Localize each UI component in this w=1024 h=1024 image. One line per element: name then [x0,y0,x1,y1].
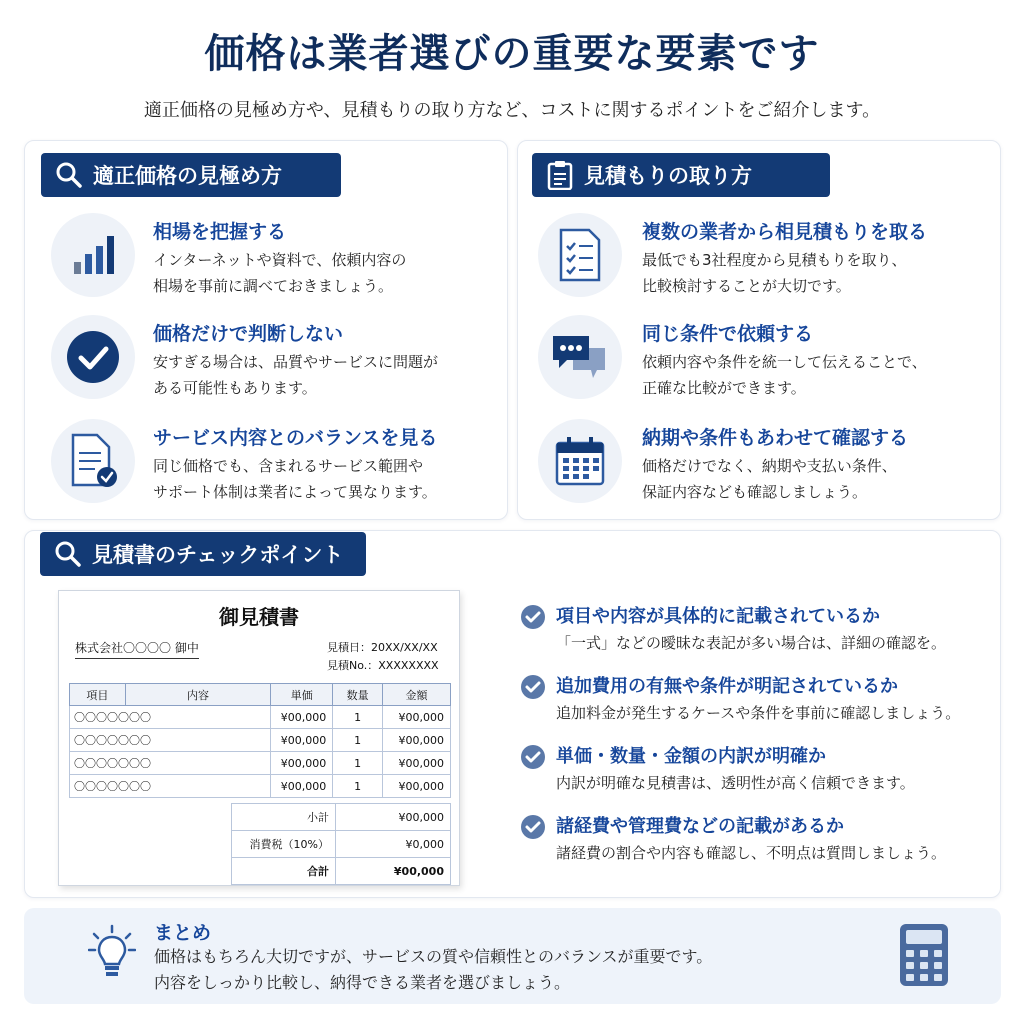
cell-price: ¥00,000 [271,729,333,752]
item-title: 納期や条件もあわせて確認する [642,427,909,449]
checkpoint-title: 項目や内容が具体的に記載されているか [556,606,880,627]
section-heading-checkpoints [40,532,366,576]
column-header: 数量 [333,684,383,706]
cell-item: 〇〇〇〇〇〇〇 [70,706,271,729]
tax-label: 消費税（10%） [232,831,336,858]
table-row [70,752,451,775]
item-desc-line: サポート体制は業者によって異なります。 [153,483,437,501]
estimate-date: 見積日：20XX/XX/XX [327,641,438,654]
cell-amount: ¥00,000 [383,706,451,729]
item-desc-line: 最低でも3社程度から見積もりを取り、 [642,251,907,269]
checkpoint-desc: 諸経費の割合や内容も確認し、不明点は質問しましょう。 [556,844,947,862]
subtotal-row [232,804,451,831]
item-desc-line: インターネットや資料で、依頼内容の [153,251,407,269]
item-title: サービス内容とのバランスを見る [153,427,438,449]
chat-bubbles-icon [538,315,622,399]
check-circle-icon [520,814,546,840]
cell-price: ¥00,000 [271,752,333,775]
item-desc-line: 保証内容なども確認しましょう。 [642,483,868,501]
estimate-document [58,590,460,886]
lightbulb-icon [88,924,136,984]
clipboard-icon [546,160,574,190]
check-circle-icon [520,674,546,700]
subtotal-label: 小計 [232,804,336,831]
column-header: 内容 [125,684,270,706]
item-desc-line: 相場を事前に調べておきましょう。 [153,277,394,295]
column-header: 金額 [383,684,451,706]
document-check-icon [51,419,135,503]
tax-value: ¥0,000 [336,831,451,858]
search-icon [55,161,83,189]
total-label: 合計 [232,858,336,885]
cell-qty: 1 [333,706,383,729]
page-title: 価格は業者選びの重要な要素です [204,31,820,77]
card-quotation-method [517,140,1001,520]
summary-title: まとめ [154,922,212,944]
table-row [70,706,451,729]
checkpoint-title: 諸経費や管理費などの記載があるか [556,816,844,837]
cell-item: 〇〇〇〇〇〇〇 [70,729,271,752]
estimate-title: 御見積書 [219,605,299,629]
item-desc-line: 価格だけでなく、納期や支払い条件、 [642,457,897,475]
item-desc-line: ある可能性もあります。 [153,379,317,397]
item-title: 複数の業者から相見積もりを取る [642,221,928,243]
cell-amount: ¥00,000 [383,775,451,798]
estimate-summary-table [231,803,451,885]
tax-row [232,831,451,858]
item-title: 同じ条件で依頼する [642,323,814,345]
item-title: 相場を把握する [153,221,287,243]
bar-chart-icon [51,213,135,297]
checklist-icon [538,213,622,297]
section-heading-price [41,153,341,197]
check-circle-icon [520,744,546,770]
page-subtitle: 適正価格の見極め方や、見積もりの取り方など、コストに関するポイントをご紹介します。 [143,100,881,121]
summary-box [24,908,1001,1004]
cell-item: 〇〇〇〇〇〇〇 [70,752,271,775]
checkpoint-desc: 「一式」などの曖昧な表記が多い場合は、詳細の確認を。 [556,634,947,652]
section-heading-label: 適正価格の見極め方 [93,164,282,188]
subtotal-value: ¥00,000 [336,804,451,831]
checkpoint-title: 追加費用の有無や条件が明記されているか [556,676,898,697]
section-heading-label: 見積もりの取り方 [584,164,752,188]
section-heading-quote [532,153,830,197]
checkmark-circle-icon [51,315,135,399]
cell-qty: 1 [333,775,383,798]
checkpoint-title: 単価・数量・金額の内訳が明確か [556,746,826,767]
summary-line: 価格はもちろん大切ですが、サービスの質や信頼性とのバランスが重要です。 [154,947,713,966]
item-desc-line: 正確な比較ができます。 [642,379,806,397]
column-header: 項目 [70,684,126,706]
item-desc-line: 安すぎる場合は、品質やサービスに問題が [153,353,439,371]
cell-price: ¥00,000 [271,706,333,729]
estimate-number: 見積No.：XXXXXXXX [327,659,439,672]
total-value: ¥00,000 [336,858,451,885]
table-row [70,729,451,752]
cell-item: 〇〇〇〇〇〇〇 [70,775,271,798]
card-price-evaluation [24,140,508,520]
check-circle-icon [520,604,546,630]
table-row [70,775,451,798]
item-desc-line: 依頼内容や条件を統一して伝えることで、 [642,353,927,371]
estimate-client: 株式会社〇〇〇〇 御中 [75,639,199,659]
cell-price: ¥00,000 [271,775,333,798]
estimate-table [69,683,451,798]
checkpoint-desc: 内訳が明確な見積書は、透明性が高く信頼できます。 [556,774,915,792]
item-desc-line: 比較検討することが大切です。 [642,277,851,295]
cell-qty: 1 [333,752,383,775]
summary-line: 内容をしっかり比較し、納得できる業者を選びましょう。 [154,973,571,992]
section-heading-label: 見積書のチェックポイント [92,543,344,567]
calendar-icon [538,419,622,503]
cell-amount: ¥00,000 [383,729,451,752]
calculator-icon [898,922,950,988]
search-icon [54,540,82,568]
cell-amount: ¥00,000 [383,752,451,775]
cell-qty: 1 [333,729,383,752]
total-row [232,858,451,885]
column-header: 単価 [271,684,333,706]
item-desc-line: 同じ価格でも、含まれるサービス範囲や [153,457,424,475]
checkpoint-desc: 追加料金が発生するケースや条件を事前に確認しましょう。 [556,704,961,722]
item-title: 価格だけで判断しない [153,323,344,345]
